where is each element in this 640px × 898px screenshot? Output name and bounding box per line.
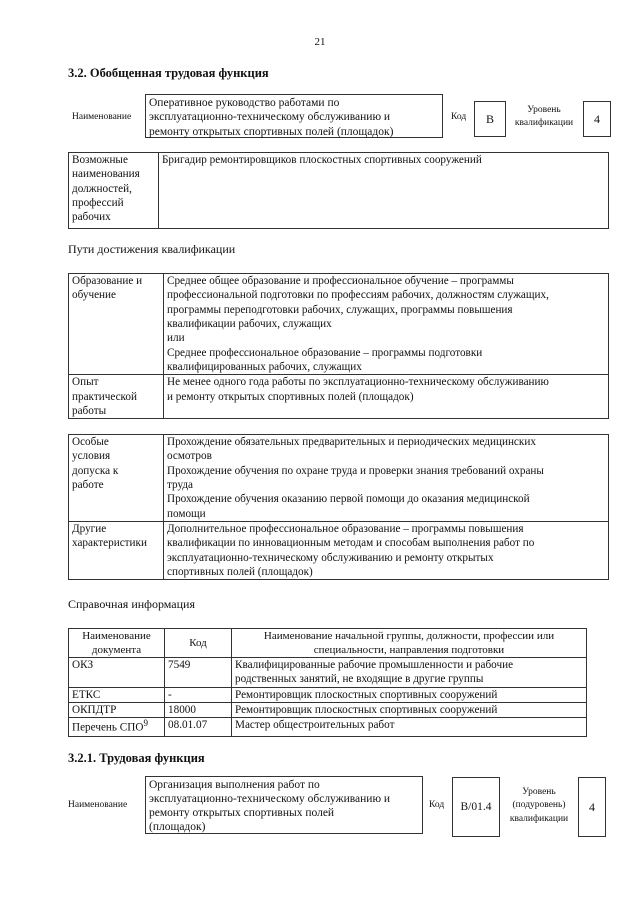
reference-title: Справочная информация — [68, 597, 195, 611]
positions-label — [69, 153, 159, 229]
other-value — [164, 521, 609, 579]
text-line: профессиональной подготовки по профессиям рабочих, должностям служащих, — [167, 289, 549, 302]
table-row — [69, 687, 587, 702]
header-document — [69, 629, 165, 658]
code-cell: 08.01.07 — [165, 718, 232, 736]
text-line: Среднее общее образование и профессиональное обучение – программы — [167, 275, 514, 287]
level-label-line: Уровень — [522, 787, 556, 797]
page-number: 21 — [314, 36, 326, 48]
level-label — [508, 104, 580, 130]
code-value: B — [474, 101, 506, 137]
text-line: осмотров — [167, 450, 212, 463]
label-line: допуска к — [72, 464, 119, 477]
label-line: условия — [72, 450, 111, 463]
conditions-table — [68, 434, 609, 580]
text-line: Прохождение обучения оказанию первой помощи до оказания медицинской — [167, 493, 530, 506]
footnote-marker: 9 — [143, 718, 148, 729]
level-value: 4 — [583, 101, 611, 137]
function-name-line: эксплуатационно-техническому обслуживанию и — [149, 111, 391, 124]
table-row — [69, 658, 587, 688]
function-name-line: ремонту открытых спортивных полей (площадок) — [149, 125, 394, 138]
special-label — [69, 435, 164, 522]
header-line: документа — [91, 644, 142, 657]
experience-label — [69, 375, 164, 419]
level-label — [502, 786, 576, 826]
label-line: работе — [72, 478, 104, 491]
text-line: Не менее одного года работы по эксплуатационно-техническому обслуживанию — [167, 376, 549, 389]
text-line: и ремонту открытых спортивных полей (площадок) — [167, 390, 414, 403]
label-line: Другие — [72, 522, 107, 535]
code-label: Код — [429, 800, 445, 810]
header-code: Код — [165, 629, 232, 658]
text-line: программы переподготовки рабочих, служащих, программы повышения — [167, 303, 513, 316]
education-label — [69, 274, 164, 375]
level-label-line: квалификации — [509, 813, 569, 824]
function-name-line: эксплуатационно-техническому обслуживанию и — [149, 793, 391, 806]
function-name-box — [145, 776, 423, 834]
label-line: работы — [72, 404, 107, 417]
label-line: профессий — [72, 196, 124, 209]
label-line: Опыт — [72, 376, 99, 389]
text-line: Прохождение обязательных предварительных и периодических медицинских — [167, 436, 536, 448]
code-cell: 18000 — [165, 703, 232, 718]
doc-cell: ЕТКС — [69, 687, 165, 702]
header-line: Наименование — [82, 630, 151, 642]
reference-table — [68, 628, 587, 737]
header-line: специальности, направления подготовки — [313, 644, 505, 657]
other-label — [69, 521, 164, 579]
doc-text: Перечень СПО — [72, 722, 144, 735]
function-name-box — [145, 94, 443, 138]
text-line: Квалифицированные рабочие промышленности и рабочие — [235, 659, 514, 672]
positions-table — [68, 152, 609, 229]
name-cell: Ремонтировщик плоскостных спортивных сооружений — [232, 687, 587, 702]
name-label: Наименование — [68, 800, 128, 810]
text-line: помощи — [167, 507, 206, 520]
label-line: наименования — [72, 168, 140, 181]
code-cell: - — [165, 687, 232, 702]
name-cell: Мастер общестроительных работ — [232, 718, 587, 736]
code-label: Код — [451, 112, 467, 122]
text-line: Прохождение обучения по охране труда и проверки знания требований охраны — [167, 464, 544, 477]
label-line: Образование и — [72, 275, 143, 287]
doc-cell — [69, 718, 165, 736]
function-name-line: Организация выполнения работ по — [149, 779, 320, 791]
paths-title: Пути достижения квалификации — [68, 242, 236, 256]
text-line: Среднее профессиональное образование – программы подготовки — [167, 346, 483, 359]
qualification-paths-table — [68, 273, 609, 419]
label-line: обучение — [72, 289, 116, 302]
level-value: 4 — [578, 777, 606, 837]
subsection-heading: 3.2.1. Трудовая функция — [68, 751, 205, 765]
text-line: квалификации рабочих, служащих — [167, 317, 332, 330]
table-row — [69, 703, 587, 718]
level-label-line: Уровень — [527, 105, 561, 115]
text-line: квалификации по инновационным методам и способам выполнения работ по — [167, 537, 535, 550]
text-line: труда — [167, 478, 194, 491]
text-line: родственных занятий, не входящие в другие группы — [235, 673, 484, 686]
label-line: рабочих — [72, 211, 111, 224]
label-line: Особые — [72, 436, 109, 448]
special-value — [164, 435, 609, 522]
label-line: характеристики — [72, 537, 147, 550]
label-line: должностей, — [72, 182, 132, 195]
text-line: Дополнительное профессиональное образование – программы повышения — [167, 522, 524, 535]
header-line: Наименование начальной группы, должности, профессии или — [263, 630, 555, 642]
function-name-line: (площадок) — [149, 821, 206, 834]
label-line: Возможные — [72, 154, 128, 166]
code-value: B/01.4 — [452, 777, 500, 837]
function-name-line: Оперативное руководство работами по — [149, 97, 340, 109]
level-label-line: (подуровень) — [512, 800, 566, 811]
doc-cell: ОКПДТР — [69, 703, 165, 718]
education-value — [164, 274, 609, 375]
text-line: квалифицированных рабочих, служащих — [167, 360, 362, 373]
section-heading: 3.2. Обобщенная трудовая функция — [68, 66, 269, 80]
doc-cell: ОКЗ — [69, 658, 165, 688]
text-line: или — [167, 332, 185, 345]
text-line: эксплуатационно-техническому обслуживанию и ремонту открытых — [167, 551, 494, 564]
label-line: практической — [72, 390, 137, 403]
code-cell: 7549 — [165, 658, 232, 688]
positions-value: Бригадир ремонтировщиков плоскостных спортивных сооружений — [159, 153, 609, 229]
header-name — [232, 629, 587, 658]
level-label-line: квалификации — [514, 117, 574, 128]
name-cell: Ремонтировщик плоскостных спортивных сооружений — [232, 703, 587, 718]
function-name-line: ремонту открытых спортивных полей — [149, 807, 335, 820]
name-cell — [232, 658, 587, 688]
text-line: спортивных полей (площадок) — [167, 565, 313, 578]
name-label: Наименование — [72, 112, 132, 122]
table-row — [69, 718, 587, 736]
experience-value — [164, 375, 609, 419]
